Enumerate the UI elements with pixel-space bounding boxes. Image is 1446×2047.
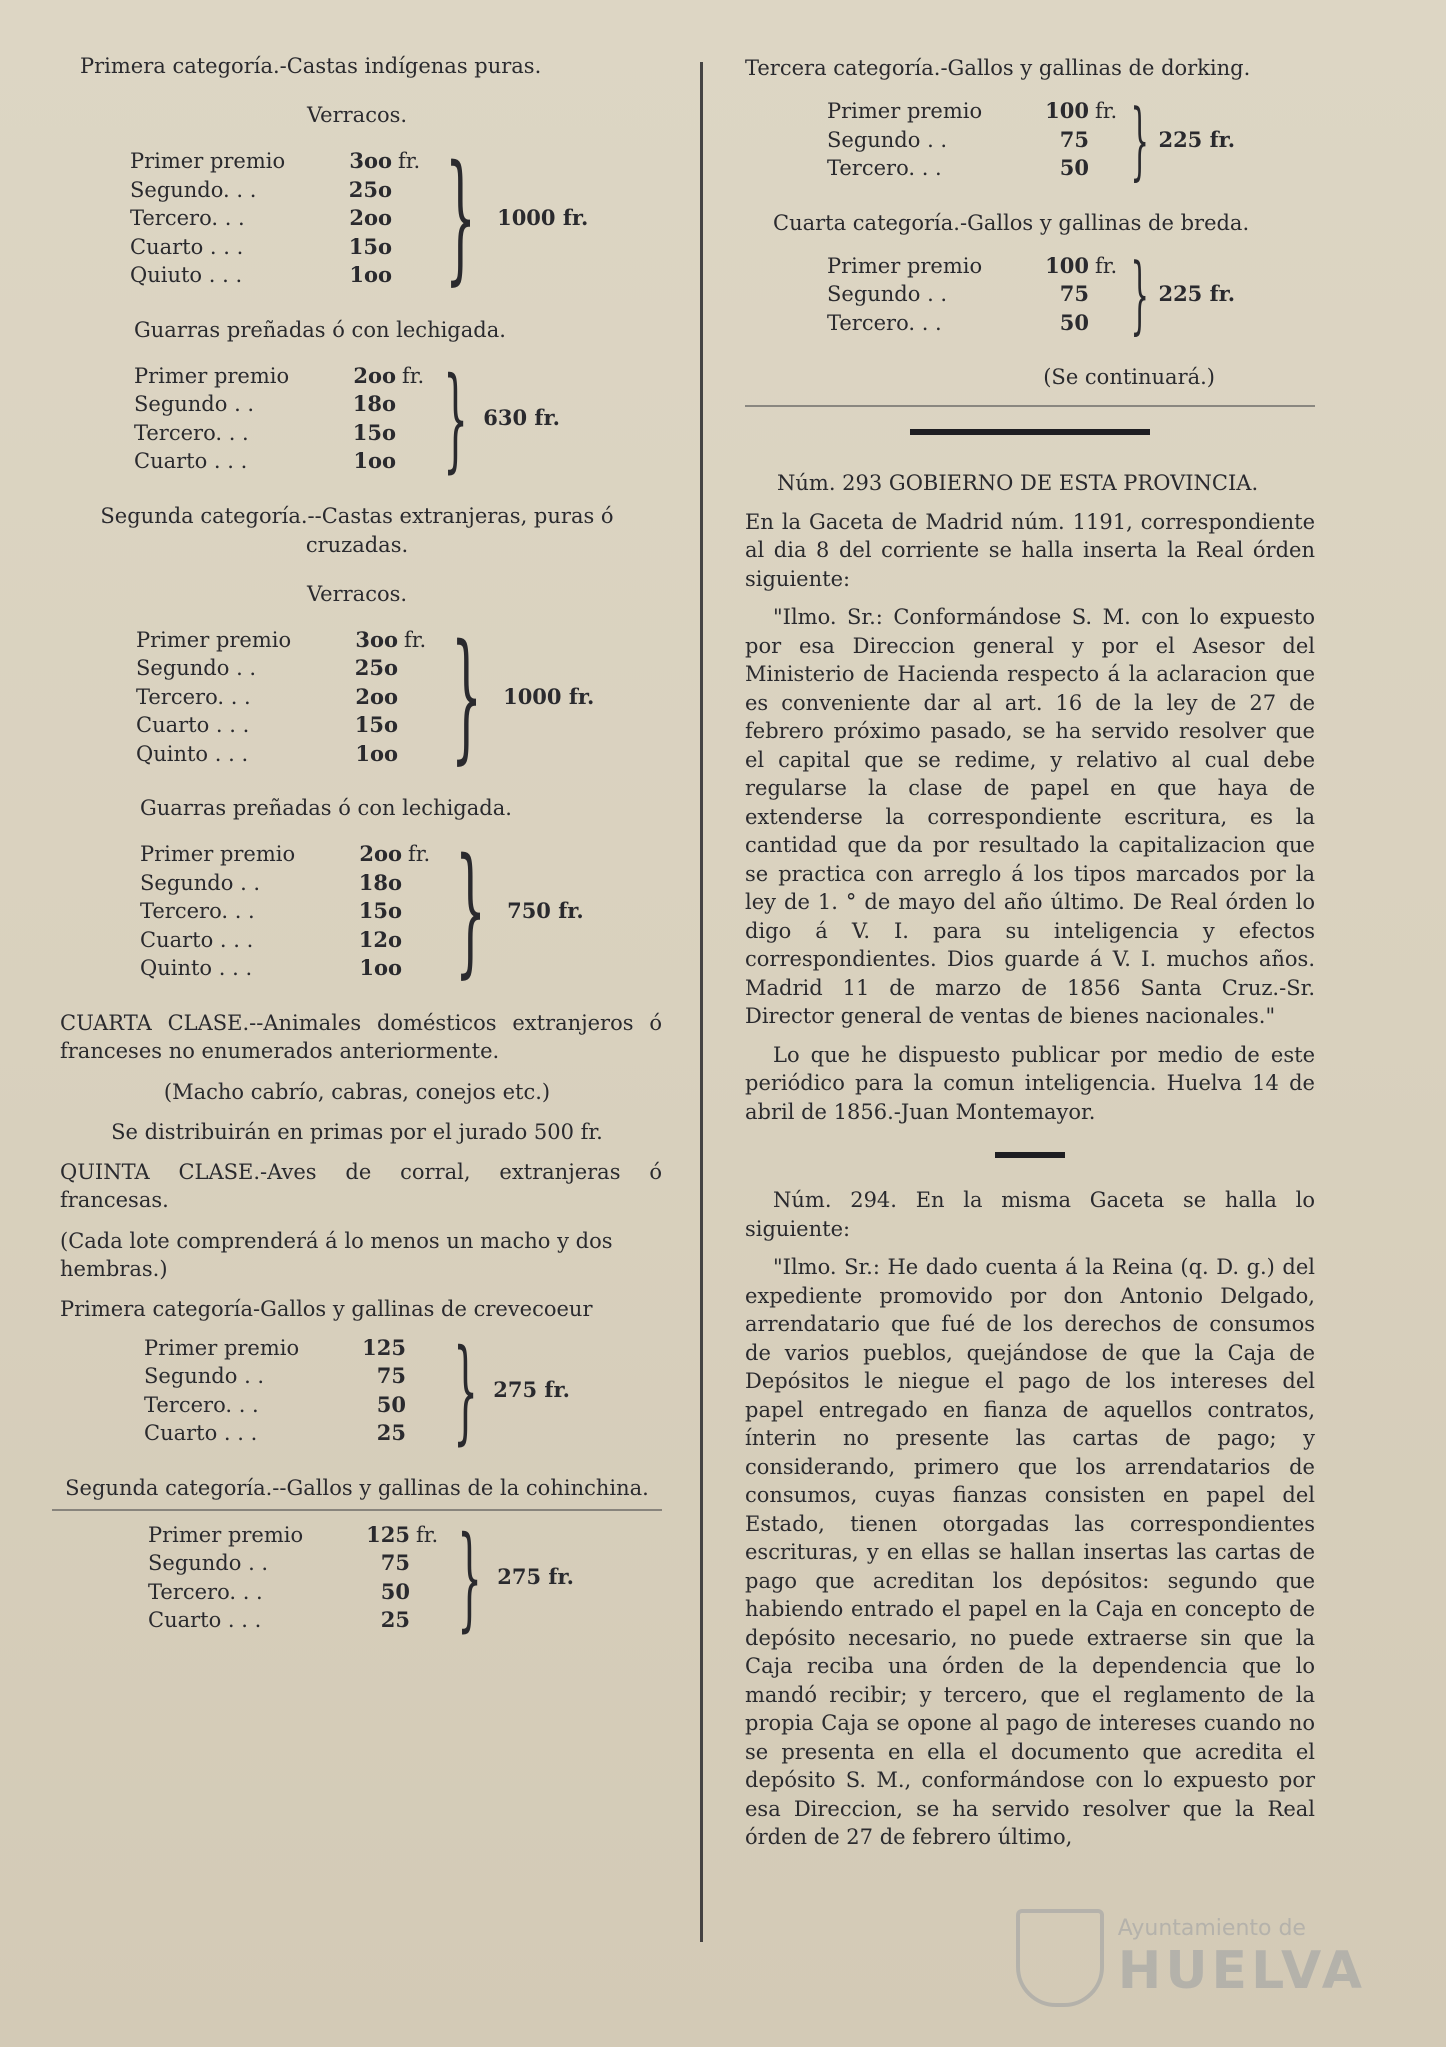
prize-name: Tercero. . . xyxy=(148,1579,263,1604)
prize-row xyxy=(148,1549,442,1578)
rule xyxy=(910,429,1150,435)
prize-name: Tercero. . . xyxy=(134,420,249,445)
prize-rows xyxy=(144,1334,438,1448)
left-column xyxy=(52,40,662,1661)
prize-rows xyxy=(140,840,434,983)
prize-amount: 12o xyxy=(358,926,402,952)
prize-unit xyxy=(402,897,434,926)
rule xyxy=(52,1509,662,1511)
watermark-small: Ayuntamiento de xyxy=(1117,1915,1306,1941)
prize-row xyxy=(140,869,434,898)
prize-amount: 125 xyxy=(366,1521,410,1547)
article-paragraph: Lo que he dispuesto publicar por medio de este periódico para la comun inteligencia. Huelva 14 de abril de 1856.-Juan Montemayor. xyxy=(745,1042,1315,1124)
prize-amount: 2oo xyxy=(353,362,396,388)
prize-name: Segundo . . xyxy=(827,282,948,306)
prize-total: 275 fr. xyxy=(493,1377,570,1403)
brace-icon: } xyxy=(453,1325,479,1456)
prize-name: Cuarto . . . xyxy=(140,927,254,952)
right-column xyxy=(745,40,1315,1862)
prize-amount: 75 xyxy=(380,1550,410,1575)
prize-rows xyxy=(148,1521,442,1635)
prize-rows xyxy=(136,626,430,769)
prize-amount: 18o xyxy=(352,391,396,416)
prize-row xyxy=(136,683,430,712)
watermark-text xyxy=(1118,1916,1366,2001)
subheading: Guarras preñadas ó con lechigada. xyxy=(140,796,512,820)
prize-table xyxy=(130,136,662,300)
prize-unit xyxy=(392,233,424,262)
prize-name: Cuarto . . . xyxy=(134,449,248,473)
rule xyxy=(745,405,1315,407)
prize-unit xyxy=(392,204,424,233)
prize-unit xyxy=(402,869,434,898)
prize-name: Segundo . . xyxy=(134,392,255,416)
prize-total: 750 fr. xyxy=(507,898,584,923)
prize-name: Tercero. . . xyxy=(144,1392,259,1417)
prize-rows xyxy=(827,97,1121,183)
prize-unit xyxy=(398,683,430,712)
prize-row xyxy=(134,390,428,419)
prize-row xyxy=(148,1578,442,1607)
prize-name: Segundo . . xyxy=(140,870,261,895)
prize-unit xyxy=(410,1549,442,1578)
prize-row xyxy=(130,261,424,290)
prize-row xyxy=(140,897,434,926)
prize-name: Tercero. . . xyxy=(827,310,942,335)
prize-amount: 1oo xyxy=(353,448,396,473)
subheading: Verracos. xyxy=(306,581,408,606)
prize-name: Primer premio xyxy=(827,99,983,123)
prize-row xyxy=(130,233,424,262)
prize-amount: 25o xyxy=(348,176,392,202)
prize-amount: 15o xyxy=(358,898,402,923)
prize-name: Cuarto . . . xyxy=(144,1421,258,1445)
subheading: Verracos. xyxy=(306,103,408,127)
prize-name: Primer premio xyxy=(136,627,292,652)
prize-unit xyxy=(392,176,424,205)
prize-table xyxy=(140,829,662,993)
prize-row xyxy=(148,1606,442,1635)
prize-unit: fr. xyxy=(416,1522,439,1547)
prize-name: Quiuto . . . xyxy=(130,263,243,287)
prize-name: Primer premio xyxy=(148,1522,304,1547)
prize-unit xyxy=(392,261,424,290)
prize-row xyxy=(136,740,430,769)
prize-row xyxy=(140,954,434,983)
section-heading: Segunda categoría.--Gallos y gallinas de la cohinchina. xyxy=(65,1475,649,1500)
prize-row xyxy=(827,252,1121,281)
prize-name: Segundo . . xyxy=(144,1364,265,1388)
prize-row xyxy=(140,926,434,955)
article-paragraph: "Ilmo. Sr.: He dado cuenta á la Reina (q. D. g.) del expediente promovido por don Antonio Delgado, arrendatario que fué de los derechos de consumos de varios pueblos, quejándose de que la Caja de Depósitos le niegue el pago de los intereses del papel entregado en fianza de aquellos contratos, ínterin no presente las cartas de pago; y considerando, primero que los arrendatarios de consumos, cuyas fianzas consisten en papel del Estado, tienen otorgadas las correspondientes escrituras, y en ellas se hallan insertas las cartas de pago que acreditan los depósitos: segundo que habiendo entrado el papel en la Caja en concepto de depósito necesario, no puede extraerse sin que la Caja reciba una órden de la dependencia que lo mandó recibir; y tercero, que el reglamento de la propia Caja se opone al pago de intereses cuando no se presenta en ella el documento que acredita el depósito S. M., conformándose con lo expuesto por esa Direccion, se ha servido resolver que la Real órden de 27 de febrero último, xyxy=(745,1255,1315,1849)
section-heading: Tercera categoría.-Gallos y gallinas de dorking. xyxy=(745,56,1251,80)
prize-row xyxy=(144,1334,438,1363)
class-note: (Cada lote comprenderá á lo menos un macho y dos hembras.) xyxy=(60,1228,613,1281)
prize-name: Primer premio xyxy=(140,842,296,866)
prize-row xyxy=(130,204,424,233)
prize-unit xyxy=(1089,280,1121,309)
prize-amount: 100 xyxy=(1045,252,1089,278)
prize-name: Quinto . . . xyxy=(140,956,253,980)
article-heading: Núm. 293 GOBIERNO DE ESTA PROVINCIA. xyxy=(777,471,1259,495)
prize-total: 630 fr. xyxy=(483,405,560,431)
coat-of-arms-icon xyxy=(1016,1909,1104,2007)
article-paragraph: Núm. 294. En la misma Gaceta se halla lo siguiente: xyxy=(745,1188,1315,1241)
prize-amount: 2oo xyxy=(349,205,392,230)
watermark-big: HUELVA xyxy=(1117,1940,1366,2001)
prize-name: Segundo . . xyxy=(136,656,257,680)
prize-unit xyxy=(398,711,430,740)
prize-amount: 15o xyxy=(354,712,398,737)
prize-row xyxy=(130,176,424,205)
prize-amount: 100 xyxy=(1045,98,1089,123)
prize-unit: fr. xyxy=(404,627,427,652)
prize-table xyxy=(134,353,662,484)
prize-amount: 50 xyxy=(1059,309,1089,335)
brace-icon: } xyxy=(457,1512,483,1643)
section-heading: Segunda categoría.--Castas extranjeras, puras ó cruzadas. xyxy=(100,503,614,557)
brace-icon: } xyxy=(450,614,483,778)
prize-amount: 1oo xyxy=(349,262,392,287)
watermark xyxy=(1016,1909,1366,2007)
subheading: Guarras preñadas ó con lechigada. xyxy=(134,317,506,342)
prize-unit xyxy=(398,740,430,769)
class-distribution: Se distribuirán en primas por el jurado 500 fr. xyxy=(111,1119,603,1144)
prize-unit: fr. xyxy=(398,149,421,173)
prize-rows xyxy=(134,362,428,476)
column-divider xyxy=(700,62,703,1942)
prize-row xyxy=(827,309,1121,338)
prize-amount: 75 xyxy=(1059,281,1089,306)
rule xyxy=(995,1152,1065,1158)
prize-unit xyxy=(1089,154,1121,183)
prize-table xyxy=(827,245,1315,344)
brace-icon: } xyxy=(443,353,469,484)
prize-unit xyxy=(406,1391,438,1420)
prize-amount: 25 xyxy=(376,1420,406,1445)
prize-rows xyxy=(827,252,1121,338)
prize-unit: fr. xyxy=(1095,99,1118,123)
prize-row xyxy=(136,654,430,683)
prize-amount: 25o xyxy=(354,655,398,680)
prize-row xyxy=(827,154,1121,183)
prize-name: Quinto . . . xyxy=(136,741,249,766)
prize-unit xyxy=(402,954,434,983)
prize-amount: 50 xyxy=(376,1391,406,1417)
prize-name: Primer premio xyxy=(144,1335,300,1360)
prize-table xyxy=(136,614,662,778)
prize-amount: 125 xyxy=(362,1334,406,1360)
prize-name: Tercero. . . xyxy=(130,206,245,230)
prize-name: Primer premio xyxy=(130,149,286,173)
prize-row xyxy=(144,1419,438,1448)
prize-unit xyxy=(406,1419,438,1448)
class-heading: CUARTA CLASE.--Animales domésticos extranjeros ó franceses no enumerados anteriormente. xyxy=(60,1010,662,1063)
prize-name: Cuarto . . . xyxy=(136,713,250,737)
prize-unit xyxy=(410,1578,442,1607)
prize-amount: 25 xyxy=(380,1607,410,1632)
prize-name: Tercero. . . xyxy=(140,899,255,923)
brace-icon: } xyxy=(1130,245,1150,344)
prize-amount: 3oo xyxy=(349,148,392,173)
prize-rows xyxy=(130,147,424,290)
prize-unit: fr. xyxy=(408,842,431,866)
prize-name: Tercero. . . xyxy=(136,684,251,709)
class-note: (Macho cabrío, cabras, conejos etc.) xyxy=(163,1079,551,1104)
prize-name: Primer premio xyxy=(827,253,983,278)
prize-name: Segundo . . xyxy=(148,1551,269,1575)
section-heading: Primera categoría-Gallos y gallinas de crevecoeur xyxy=(60,1296,593,1321)
prize-row xyxy=(144,1362,438,1391)
prize-amount: 50 xyxy=(1059,155,1089,180)
prize-amount: 15o xyxy=(352,419,396,445)
prize-amount: 75 xyxy=(1059,126,1089,152)
prize-row xyxy=(827,126,1121,155)
class-heading: QUINTA CLASE.-Aves de corral, extranjeras ó francesas. xyxy=(60,1159,662,1212)
continued-note: (Se continuará.) xyxy=(1043,365,1215,389)
prize-name: Cuarto . . . xyxy=(130,234,244,259)
prize-unit: fr. xyxy=(402,363,425,388)
prize-row xyxy=(130,147,424,176)
prize-row xyxy=(134,362,428,391)
prize-amount: 2oo xyxy=(359,841,402,866)
prize-row xyxy=(136,711,430,740)
prize-row xyxy=(134,447,428,476)
prize-unit xyxy=(396,390,428,419)
prize-amount: 1oo xyxy=(359,955,402,980)
prize-name: Segundo . . xyxy=(827,127,948,152)
prize-unit xyxy=(398,654,430,683)
article-paragraph: "Ilmo. Sr.: Conformándose S. M. con lo expuesto por esa Direccion general y por el Asesor del Ministerio de Hacienda respecto á la aclaracion que es conveniente dar al art. 16 de la ley de 27 de febrero próximo pasado, se ha servido resolver que el capital que se redime, y relativo al cual debe regularse la clase de papel en que haya de extenderse la correspondiente escritura, es la cantidad que da por resultado la capitalizacion que se practica con arreglo á los tipos marcados por la ley de 1. ° de mayo del año último. De Real órden lo digo á V. I. para su inteligencia y efectos correspondientes. Dios guarde á V. I. muchos años. Madrid 11 de marzo de 1856 Santa Cruz.-Sr. Director general de ventas de bienes nacionales." xyxy=(745,605,1315,1028)
brace-icon: } xyxy=(1130,90,1150,189)
prize-unit: fr. xyxy=(1095,253,1118,278)
prize-amount: 15o xyxy=(348,233,392,259)
prize-total: 1000 fr. xyxy=(503,683,595,709)
prize-unit xyxy=(410,1606,442,1635)
prize-unit xyxy=(402,926,434,955)
prize-total: 225 fr. xyxy=(1158,281,1236,306)
brace-icon: } xyxy=(454,829,487,993)
prize-row xyxy=(827,97,1121,126)
prize-row xyxy=(148,1521,442,1550)
prize-name: Tercero. . . xyxy=(827,156,942,180)
article-paragraph: En la Gaceta de Madrid núm. 1191, correspondiente al dia 8 del corriente se halla inserta la Real órden siguiente: xyxy=(745,509,1315,591)
prize-total: 275 fr. xyxy=(497,1564,574,1590)
prize-unit xyxy=(1089,126,1121,155)
prize-amount: 3oo xyxy=(355,626,398,652)
prize-name: Primer premio xyxy=(134,363,290,388)
prize-amount: 18o xyxy=(358,869,402,895)
prize-unit xyxy=(406,1362,438,1391)
prize-table xyxy=(827,90,1315,189)
prize-name: Segundo. . . xyxy=(130,177,257,202)
prize-row xyxy=(827,280,1121,309)
section-heading: Cuarta categoría.-Gallos y gallinas de breda. xyxy=(773,210,1250,235)
prize-name: Cuarto . . . xyxy=(148,1608,262,1632)
prize-row xyxy=(136,626,430,655)
prize-row xyxy=(134,419,428,448)
prize-total: 1000 fr. xyxy=(497,205,589,230)
prize-amount: 2oo xyxy=(355,683,398,709)
prize-table xyxy=(144,1325,662,1456)
prize-row xyxy=(140,840,434,869)
prize-amount: 50 xyxy=(380,1578,410,1604)
prize-row xyxy=(144,1391,438,1420)
prize-total: 225 fr. xyxy=(1158,126,1236,152)
brace-icon: } xyxy=(444,136,477,300)
prize-unit xyxy=(406,1334,438,1363)
prize-unit xyxy=(396,447,428,476)
prize-amount: 1oo xyxy=(355,740,398,766)
prize-amount: 75 xyxy=(376,1363,406,1388)
prize-table xyxy=(148,1512,662,1643)
prize-unit xyxy=(1089,309,1121,338)
prize-unit xyxy=(396,419,428,448)
section-heading: Primera categoría.-Castas indígenas puras. xyxy=(80,54,542,78)
